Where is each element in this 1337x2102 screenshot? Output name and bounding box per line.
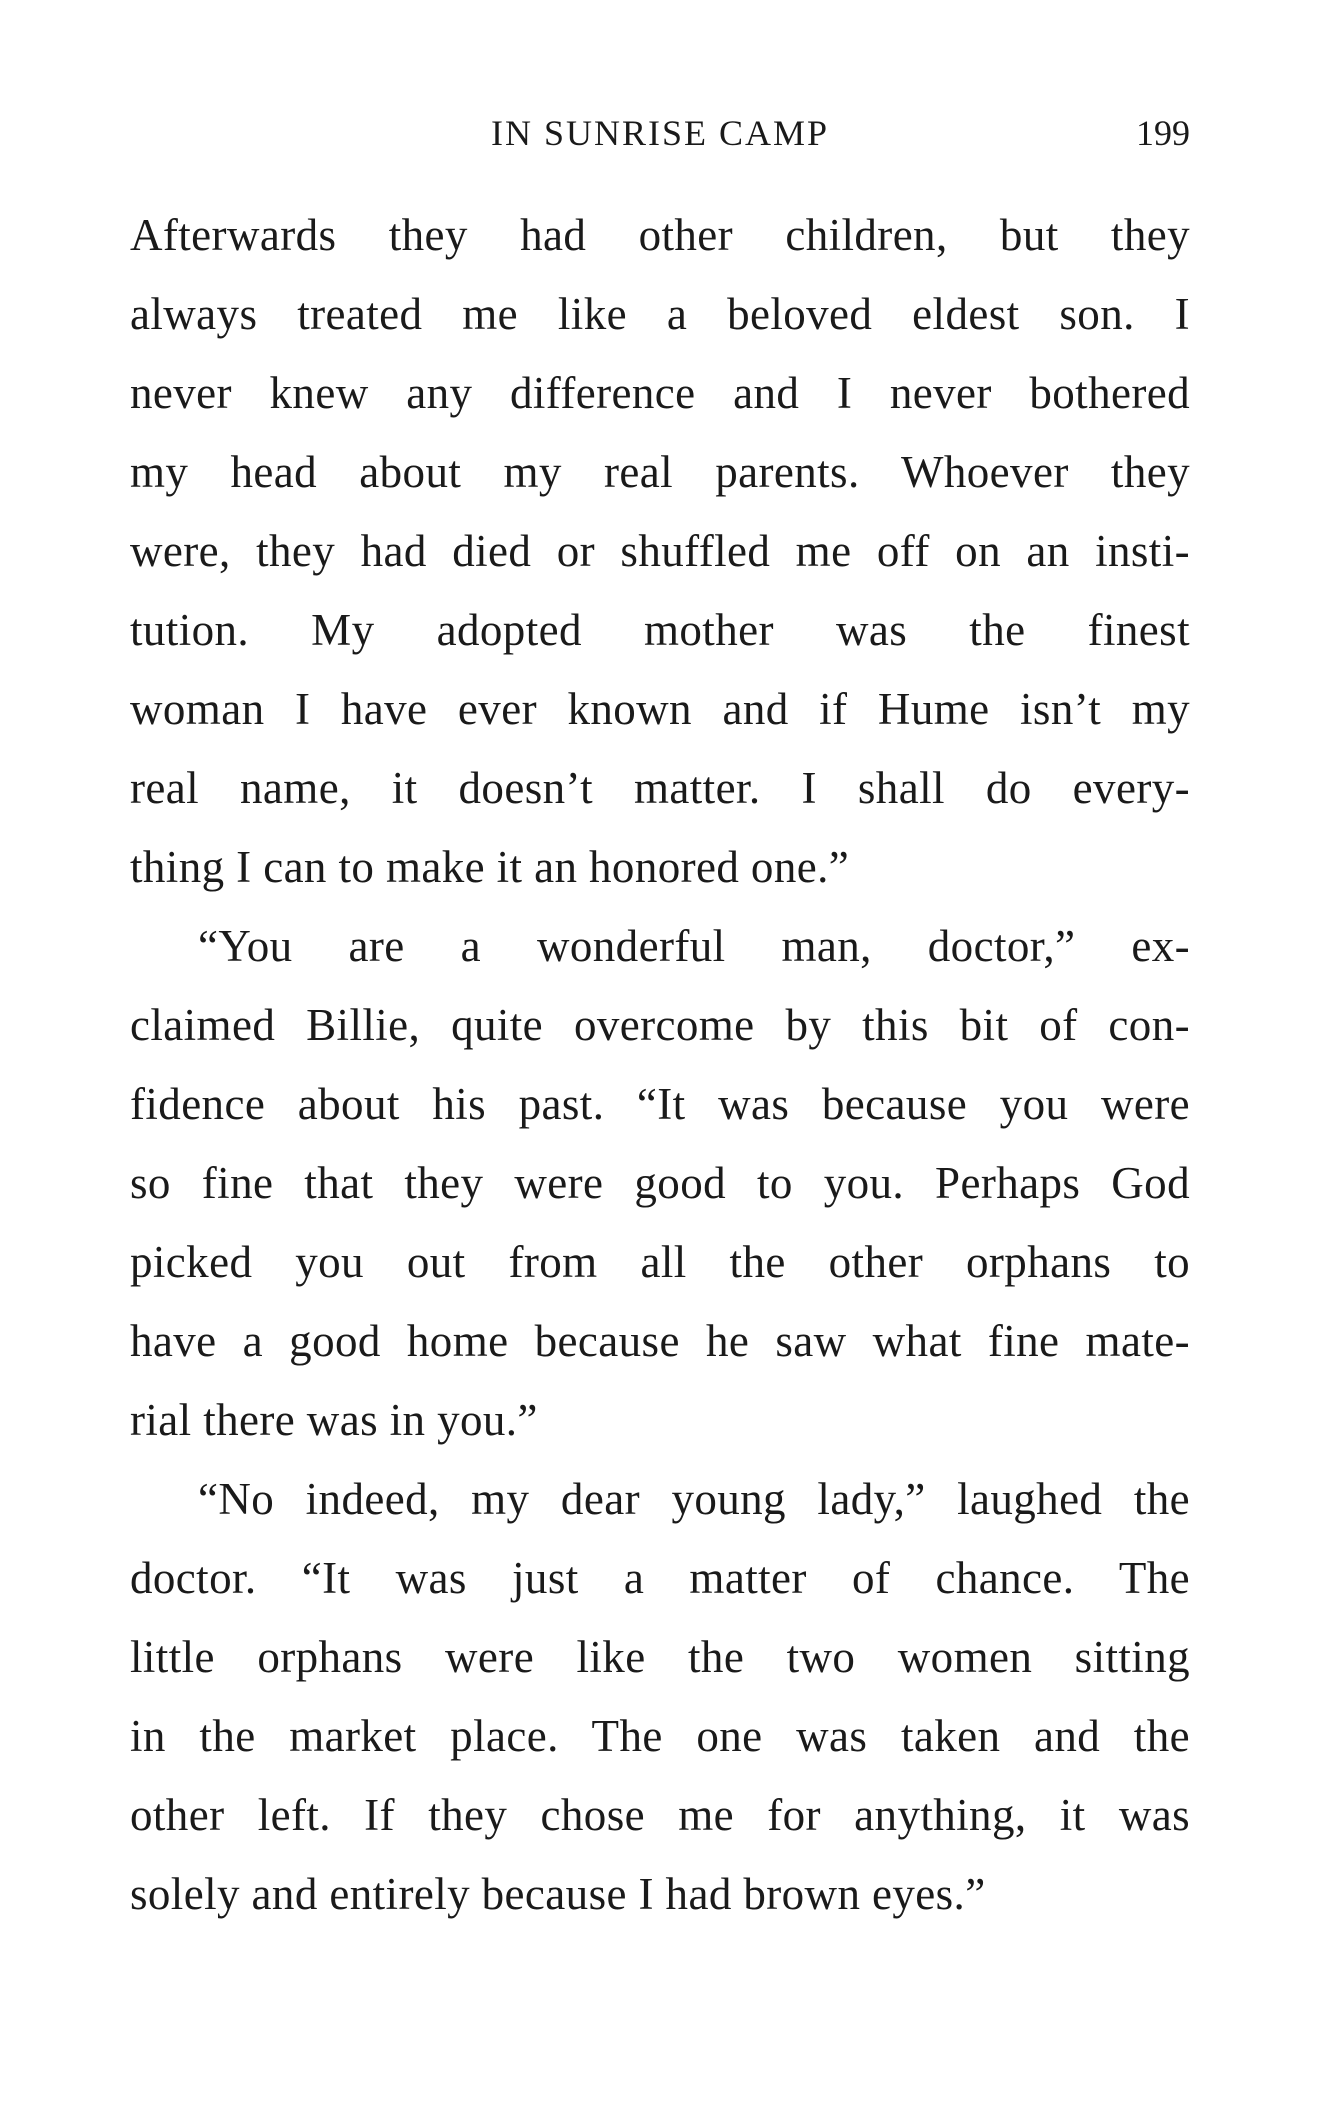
text-line: rial there was in you.” (130, 1395, 538, 1445)
text-line: never knew any difference and I never bothered (130, 368, 1190, 418)
text-line: my head about my real parents. Whoever they (130, 447, 1190, 497)
running-head (130, 112, 1190, 162)
text-line: woman I have ever known and if Hume isn’t my (130, 684, 1190, 734)
text-line: “You are a wonderful man, doctor,” ex- (198, 921, 1190, 971)
text-line: so fine that they were good to you. Perhaps God (130, 1158, 1190, 1208)
page-number: 199 (1136, 113, 1190, 153)
text-line: always treated me like a beloved eldest son. I (130, 289, 1190, 339)
text-line: picked you out from all the other orphans to (130, 1237, 1190, 1287)
text-line: Afterwards they had other children, but they (130, 210, 1190, 260)
text-line: tution. My adopted mother was the finest (130, 605, 1190, 655)
text-line: little orphans were like the two women sitting (130, 1632, 1190, 1682)
text-line: real name, it doesn’t matter. I shall do every- (130, 763, 1190, 813)
body-text (130, 196, 1190, 1934)
text-line: “No indeed, my dear young lady,” laughed the (198, 1474, 1190, 1524)
running-title: IN SUNRISE CAMP (490, 113, 830, 153)
text-line: solely and entirely because I had brown eyes.” (130, 1869, 986, 1919)
text-line: thing I can to make it an honored one.” (130, 842, 850, 892)
text-line: were, they had died or shuffled me off on an insti- (130, 526, 1190, 576)
text-line: other left. If they chose me for anything, it was (130, 1790, 1190, 1840)
text-line: in the market place. The one was taken and the (130, 1711, 1190, 1761)
text-line: fidence about his past. “It was because you were (130, 1079, 1190, 1129)
text-line: have a good home because he saw what fine mate- (130, 1316, 1190, 1366)
text-line: doctor. “It was just a matter of chance. The (130, 1553, 1190, 1603)
text-line: claimed Billie, quite overcome by this bit of con- (130, 1000, 1190, 1050)
